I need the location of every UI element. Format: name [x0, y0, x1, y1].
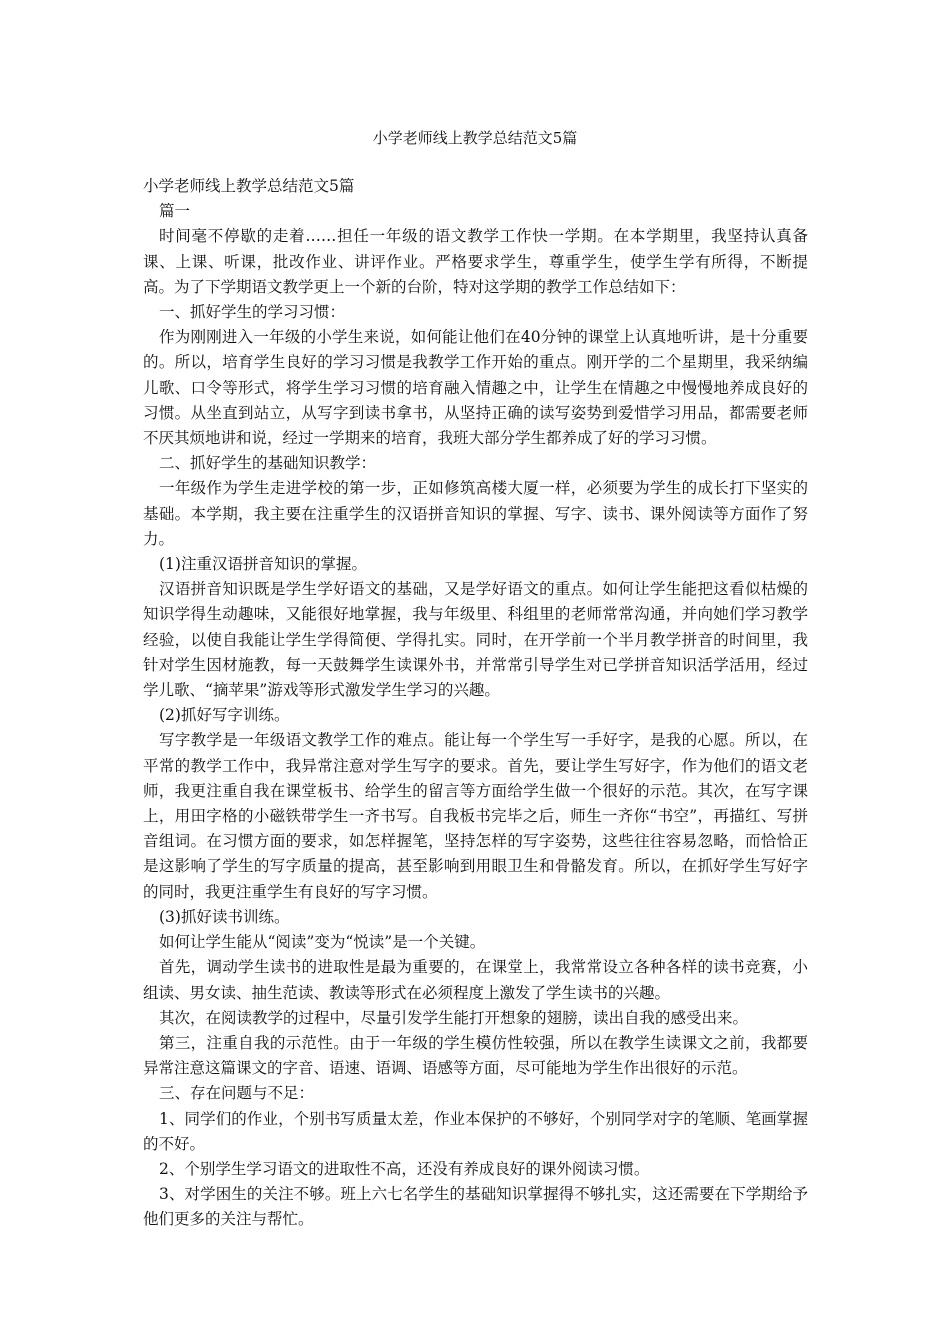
- list-item: 3、对学困生的关注不够。班上六七名学生的基础知识掌握得不够扎实，这还需要在下学期给予他们更多的关注与帮忙。: [143, 1185, 808, 1229]
- subsection-heading: (1)注重汉语拼音知识的掌握。: [159, 555, 367, 574]
- paragraph: 写字教学是一年级语文教学工作的难点。能让每一个学生写一手好字，是我的心愿。所以，在平常的教学工作中，我异常注意对学生写字的要求。首先，要让学生写好字，作为他们的语文老师，我更注重自我在课堂板书、给学生的留言等方面给学生做一个很好的示范。其次，在写字课上，用田字格的小磁铁带学生一齐书写。自我板书完毕之后，师生一齐你“书空”，再描红、写拼音组词。在习惯方面的要求，如怎样握笔，坚持怎样的写字姿势，这些往往容易忽略，而恰恰正是这影响了学生的写字质量的提高，甚至影响到用眼卫生和骨骼发育。所以，在抓好学生写好字的同时，我更注重学生有良好的写字习惯。: [143, 731, 808, 901]
- subsection-heading: (2)抓好写字训练。: [159, 706, 290, 725]
- paragraph: 作为刚刚进入一年级的小学生来说，如何能让他们在40分钟的课堂上认真地听讲，是十分重要的。所以，培育学生良好的学习习惯是我教学工作开始的重点。刚开学的二个星期里，我采纳编儿歌、口令等形式，将学生学习习惯的培育融入情趣之中，让学生在情趣之中慢慢地养成良好的习惯。从坐直到站立，从写字到读书拿书，从坚持正确的读写姿势到爱惜学习用品，都需要老师不厌其烦地讲和说，经过一学期来的培育，我班大部分学生都养成了好的学习习惯。: [143, 328, 808, 448]
- paragraph: 其次，在阅读教学的过程中，尽量引发学生能打开想象的翅膀，读出自我的感受出来。: [159, 1008, 749, 1027]
- list-item: 2、个别学生学习语文的进取性不高，还没有养成良好的课外阅读习惯。: [159, 1159, 650, 1178]
- document-body: [143, 174, 808, 1233]
- paragraph: 时间毫不停歇的走着……担任一年级的语文教学工作快一学期。在本学期里，我坚持认真备课、上课、听课，批改作业、讲评作业。严格要求学生，尊重学生，使学生学有所得，不断提高。为了下学期语文教学更上一个新的台阶，特对这学期的教学工作总结如下：: [143, 227, 808, 296]
- section-heading: 二、抓好学生的基础知识教学：: [159, 454, 377, 473]
- paragraph: 首先，调动学生读书的进取性是最为重要的，在课堂上，我常常设立各种各样的读书竞赛，小组读、男女读、抽生范读、教读等形式在必须程度上激发了学生读书的兴趣。: [143, 958, 808, 1002]
- subsection-heading: (3)抓好读书训练。: [159, 907, 290, 926]
- list-item: 1、同学们的作业，个别书写质量太差，作业本保护的不够好，个别同学对字的笔顺、笔画掌握的不好。: [143, 1109, 808, 1153]
- paragraph: 如何让学生能从“阅读”变为“悦读”是一个关键。: [159, 933, 486, 952]
- page-header-title: 小学老师线上教学总结范文5篇: [372, 129, 578, 147]
- paragraph: 第三，注重自我的示范性。由于一年级的学生模仿性较强，所以在教学生读课文之前，我都要异常注意这篇课文的字音、语速、语调、语感等方面，尽可能地为学生作出很好的示范。: [143, 1033, 808, 1078]
- section-heading: 一、抓好学生的学习习惯：: [159, 303, 346, 322]
- section-heading: 三、存在问题与不足：: [159, 1084, 315, 1103]
- document-title: 小学老师线上教学总结范文5篇: [143, 177, 355, 195]
- section-heading: 篇一: [159, 202, 191, 221]
- paragraph: 汉语拼音知识既是学生学好语文的基础，又是学好语文的重点。如何让学生能把这看似枯燥的知识学得生动趣味，又能很好地掌握，我与年级里、科组里的老师常常沟通，并向她们学习教学经验，以使自我能让学生学得简便、学得扎实。同时，在开学前一个半月教学拼音的时间里，我针对学生因材施教，每一天鼓舞学生读课外书，并常常引导学生对已学拼音知识活学活用，经过学儿歌、“摘苹果”游戏等形式激发学生学习的兴趣。: [143, 580, 808, 700]
- paragraph: 一年级作为学生走进学校的第一步，正如修筑高楼大厦一样，必须要为学生的成长打下坚实的基础。本学期，我主要在注重学生的汉语拼音知识的掌握、写字、读书、课外阅读等方面作了努力。: [143, 479, 808, 548]
